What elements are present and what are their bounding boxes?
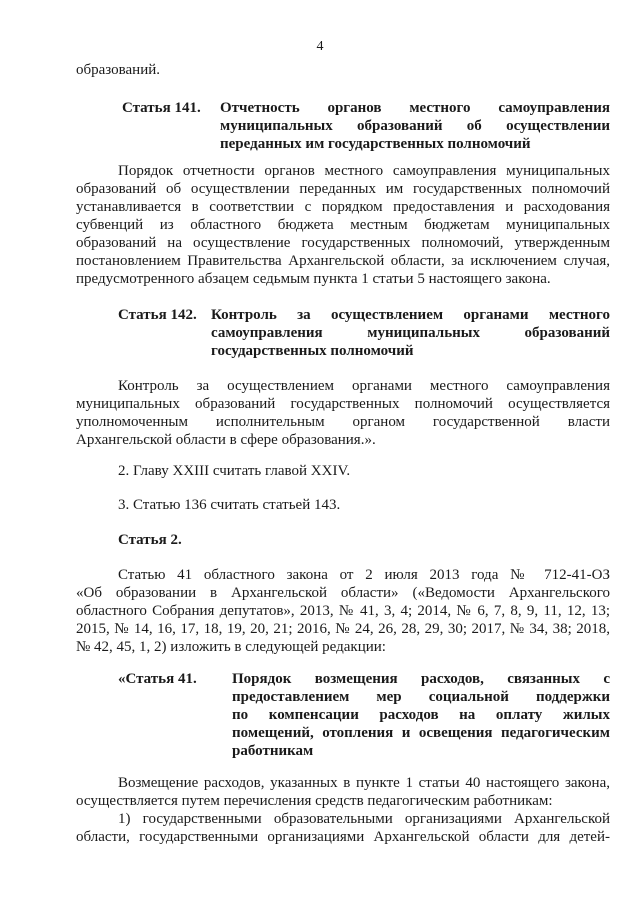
body-line: субвенций из областного бюджета местным бюджетам муниципальных xyxy=(76,217,610,233)
article-2-heading: Статья 2. xyxy=(118,532,182,548)
article-141-title-line: Отчетность органов местного самоуправления xyxy=(220,100,610,116)
body-line: образований об осуществлении переданных им государственных полномочий xyxy=(76,181,610,197)
body-line: муниципальных образований государственных полномочий осуществляется xyxy=(76,396,610,412)
article-41-title-line: помещений, отопления и освещения педагогическим xyxy=(232,725,610,741)
article-142-body xyxy=(76,377,610,449)
article-141-title xyxy=(220,99,610,153)
article-142-label: Статья 142. xyxy=(118,307,197,323)
body-line: Статью 41 областного закона от 2 июля 2013 года № 712-41-ОЗ xyxy=(118,567,610,583)
article-41-title xyxy=(232,670,610,760)
article-141-label: Статья 141. xyxy=(122,100,201,116)
body-line: уполномоченным исполнительным органом государственной власти xyxy=(76,414,610,430)
body-line: Возмещение расходов, указанных в пункте 1 статьи 40 настоящего закона, xyxy=(118,775,610,791)
body-line: области, государственными организациями Архангельской области для детей- xyxy=(76,829,610,845)
article-41-title-line: работникам xyxy=(232,743,314,759)
body-line: № 42, 45, 1, 2) изложить в следующей редакции: xyxy=(76,639,386,655)
article-41-body xyxy=(76,774,610,846)
body-line: устанавливается в соответствии с порядком предоставления и расходования xyxy=(76,199,610,215)
item-2-text: 2. Главу XXIII считать главой XXIV. xyxy=(118,463,351,479)
body-line: Контроль за осуществлением органами местного самоуправления xyxy=(118,378,610,394)
body-line: «Об образовании в Архангельской области» («Ведомости Архангельского xyxy=(76,585,610,601)
article-142-heading xyxy=(118,306,610,360)
article-142-title-line: Контроль за осуществлением органами местного xyxy=(211,307,610,323)
body-line: осуществляется путем перечисления средств педагогическим работникам: xyxy=(76,793,553,809)
article-41-title-line: Порядок возмещения расходов, связанных с xyxy=(232,671,610,687)
article-141-title-line: переданных им государственных полномочий xyxy=(220,136,531,152)
article-141-title-line: муниципальных образований об осуществлении xyxy=(220,118,610,134)
article-142-title-line: государственных полномочий xyxy=(211,343,414,359)
article-142-title-line: самоуправления муниципальных образований xyxy=(211,325,610,341)
page-number: 4 xyxy=(316,39,324,54)
article-141-heading xyxy=(122,99,610,153)
article-2-body xyxy=(76,566,610,656)
body-line: Архангельской области в сфере образования.». xyxy=(76,432,376,448)
article-41-label: «Статья 41. xyxy=(118,671,197,687)
body-line: областного Собрания депутатов», 2013, № 41, 3, 4; 2014, № 6, 7, 8, 9, 11, 12, 13; xyxy=(76,603,610,619)
article-141-body xyxy=(76,162,610,288)
body-line: предусмотренного абзацем седьмым пункта 1 статьи 5 настоящего закона. xyxy=(76,271,551,287)
article-41-title-line: по компенсации расходов на оплату жилых xyxy=(232,707,610,723)
article-41-title-line: предоставлением мер социальной поддержки xyxy=(232,689,610,705)
item-3-text: 3. Статью 136 считать статьей 143. xyxy=(118,497,341,513)
carry-over-text: образований. xyxy=(76,62,161,78)
body-line: Порядок отчетности органов местного самоуправления муниципальных xyxy=(118,163,610,179)
body-line: 1) государственными образовательными организациями Архангельской xyxy=(118,811,610,827)
article-41-heading xyxy=(118,670,610,760)
article-142-title xyxy=(211,306,610,360)
body-line: 2015, № 14, 16, 17, 18, 19, 20, 21; 2016, № 24, 26, 28, 29, 30; 2017, № 34, 38; 2018, xyxy=(76,621,610,637)
body-line: образований на осуществление государственных полномочий, утвержденным xyxy=(76,235,610,251)
body-line: постановлением Правительства Архангельской области, за исключением случая, xyxy=(76,253,610,269)
